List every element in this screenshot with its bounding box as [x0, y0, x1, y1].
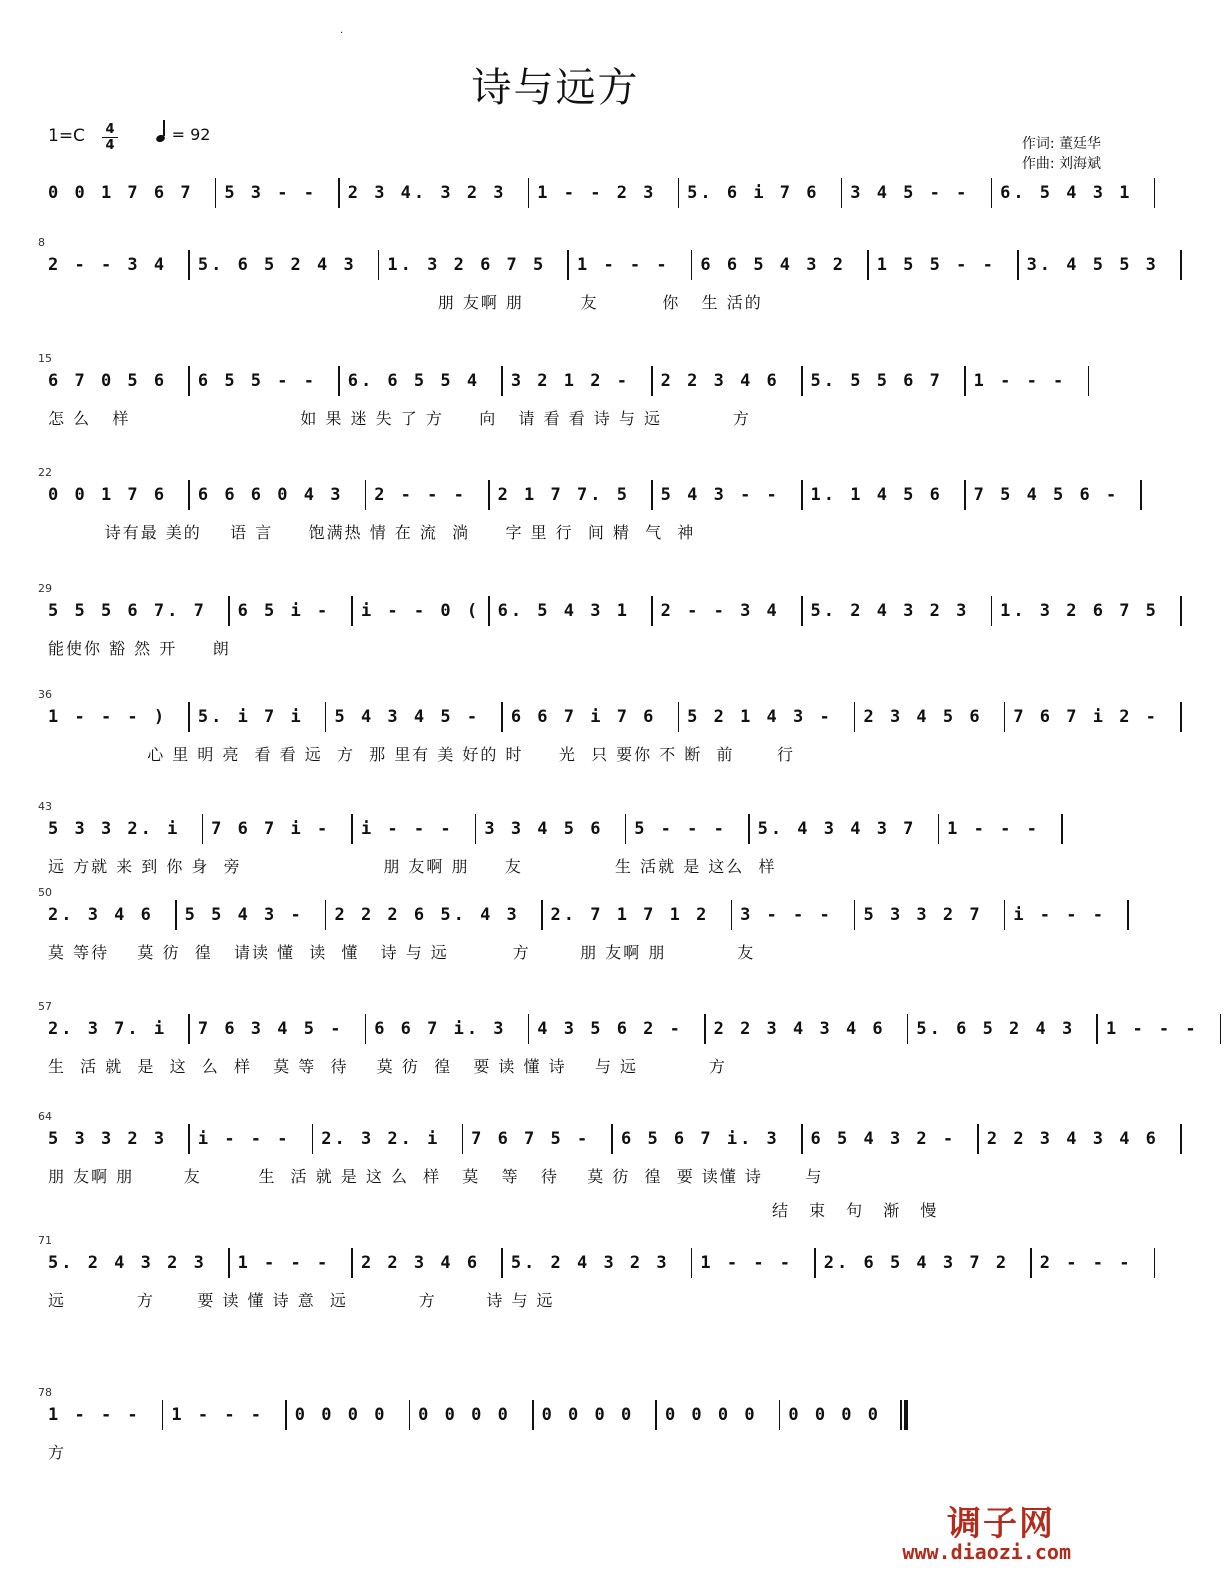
notation-line	[48, 702, 1173, 734]
barline	[938, 814, 940, 844]
song-title: 诗与远方	[471, 65, 640, 111]
notation-line	[48, 814, 1088, 846]
barline	[801, 366, 803, 396]
lyrics-line: 方	[48, 1443, 67, 1462]
barline	[188, 702, 190, 732]
barline	[1180, 702, 1182, 732]
measure: 2. 3 7. i	[48, 1019, 181, 1039]
measure: 1 - - -	[700, 1253, 807, 1273]
barline	[488, 596, 490, 626]
measure-number: 50	[38, 886, 52, 899]
stray-dot: ·	[340, 28, 344, 39]
lyrics-line: 远 方就 来 到 你 身 旁 朋 友啊 朋 友 生 活就 是 这么 样	[48, 857, 777, 876]
measure: 0 0 0 0	[418, 1405, 525, 1425]
barline	[964, 366, 966, 396]
measure: 5 5 5 6 7. 7	[48, 601, 221, 621]
barline	[1017, 250, 1019, 280]
measure: 5 4 3 4 5 -	[334, 707, 494, 727]
measure: 1 - - -	[576, 255, 683, 275]
barline	[854, 900, 856, 930]
barline	[162, 1400, 164, 1430]
measure: 2 2 3 4 3 4 6	[713, 1019, 899, 1039]
final-barline	[900, 1400, 902, 1430]
barline	[801, 1124, 803, 1154]
measure: 0 0 1 7 6	[48, 485, 181, 505]
barline	[285, 1400, 287, 1430]
barline	[567, 250, 569, 280]
measure: 2 - - -	[374, 485, 481, 505]
score-system	[0, 886, 1120, 996]
barline	[228, 596, 230, 626]
barline	[678, 702, 680, 732]
measure-number: 22	[38, 466, 52, 479]
notation-line	[48, 480, 1133, 512]
barline	[964, 480, 966, 510]
barline	[532, 1400, 534, 1430]
measure: 5 3 3 2. i	[48, 819, 194, 839]
measure: 5. 6 5 2 4 3	[197, 255, 370, 275]
meter-top: 4	[105, 122, 115, 137]
measure: 1 - - - )	[48, 707, 181, 727]
measure: 6. 5 4 3 1	[1000, 183, 1146, 203]
measure: 5. 2 4 3 2 3	[810, 601, 983, 621]
score-system	[0, 582, 1173, 692]
barline	[1220, 1014, 1222, 1044]
barline	[1180, 596, 1182, 626]
barline	[691, 1248, 693, 1278]
measure-number: 29	[38, 582, 52, 595]
measure: 6 5 6 7 i. 3	[620, 1129, 794, 1149]
measure: 2 2 3 4 6	[660, 371, 794, 391]
measure-number: 8	[38, 236, 45, 249]
barline	[611, 1124, 613, 1154]
measure: 5 - - -	[634, 819, 741, 839]
barline	[1127, 900, 1129, 930]
measure: 0 0 0 0	[541, 1405, 648, 1425]
key-signature: 1=C	[48, 126, 85, 146]
barline	[188, 480, 190, 510]
final-barline-thick	[904, 1400, 908, 1430]
notation-line	[48, 1124, 1173, 1156]
measure: 2 - - 3 4	[48, 255, 181, 275]
barline	[325, 702, 327, 732]
measure: 1. 3 2 6 7 5	[387, 255, 560, 275]
barline	[365, 1014, 367, 1044]
barline	[338, 178, 340, 208]
barline	[338, 366, 340, 396]
measure: 5 3 3 2 3	[48, 1129, 181, 1149]
barline	[188, 250, 190, 280]
barline	[651, 366, 653, 396]
barline	[801, 480, 803, 510]
barline	[202, 814, 204, 844]
barline	[655, 1400, 657, 1430]
measure-number: 36	[38, 688, 52, 701]
measure: 6 6 7 i 7 6	[510, 707, 670, 727]
lyrics-line: 朋 友啊 朋 友 你 生 活的	[48, 293, 763, 312]
barline	[462, 1124, 464, 1154]
barline	[409, 1400, 411, 1430]
measure: 3 2 1 2 -	[510, 371, 644, 391]
tempo-value: = 92	[171, 125, 211, 144]
barline	[1140, 480, 1142, 510]
measure: 6 6 7 i. 3	[374, 1019, 520, 1039]
measure: 1. 1 4 5 6	[810, 485, 957, 505]
measure: 2 2 2 6 5. 4 3	[334, 905, 534, 925]
score-system	[0, 1201, 1146, 1344]
measure: 1 - - -	[947, 819, 1054, 839]
measure: 2. 6 5 4 3 7 2	[823, 1253, 1023, 1273]
measure-number: 64	[38, 1110, 52, 1123]
barline	[501, 1248, 503, 1278]
barline	[651, 480, 653, 510]
notation-line	[48, 1248, 1146, 1280]
notation-line	[48, 596, 1173, 628]
measure: 0 0 0 0	[664, 1405, 771, 1425]
measure-number: 78	[38, 1386, 52, 1399]
notation-line	[48, 250, 1173, 282]
barline	[678, 178, 680, 208]
barline	[351, 596, 353, 626]
barline	[907, 1014, 909, 1044]
measure: 6. 6 5 5 4	[347, 371, 494, 391]
meter-bottom: 4	[102, 137, 118, 153]
lyrics-line: 生 活 就 是 这 么 样 莫 等 待 莫 彷 徨 要 读 懂 诗 与 远 方	[48, 1057, 727, 1076]
barline	[814, 1248, 816, 1278]
lyrics-line: 怎 么 样 如 果 迷 失 了 方 向 请 看 看 诗 与 远 方	[48, 409, 751, 428]
measure: 2. 7 1 7 1 2	[550, 905, 723, 925]
measure: 5. i 7 i	[197, 707, 317, 727]
measure: 1. 3 2 6 7 5	[1000, 601, 1173, 621]
barline	[1096, 1014, 1098, 1044]
barline	[1154, 1248, 1156, 1278]
measure: 0 0 1 7 6 7	[48, 183, 207, 203]
barline	[731, 900, 733, 930]
score-system	[0, 236, 1173, 346]
measure: 2. 3 4 6	[48, 905, 168, 925]
measure: 5. 2 4 3 2 3	[510, 1253, 683, 1273]
barline	[841, 178, 843, 208]
barline	[1030, 1248, 1032, 1278]
barline	[779, 1400, 781, 1430]
measure: 2 1 7 7. 5	[497, 485, 644, 505]
measure-number: 71	[38, 1234, 52, 1247]
measure: i - - -	[197, 1129, 304, 1149]
measure: 6 6 5 4 3 2	[700, 255, 860, 275]
lyrics-line: 远 方 要 读 懂 诗 意 远 方 诗 与 远	[48, 1291, 555, 1310]
barline	[1004, 900, 1006, 930]
notation-line	[48, 178, 1146, 210]
composer: 作曲: 刘海斌	[1021, 156, 1101, 172]
barline	[704, 1014, 706, 1044]
measure: 2 2 3 4 3 4 6	[986, 1129, 1173, 1149]
measure: 2 3 4 5 6	[863, 707, 996, 727]
measure: 3 3 4 5 6	[484, 819, 617, 839]
score-system	[0, 688, 1173, 798]
measure: i - - -	[1013, 905, 1120, 925]
barline	[748, 814, 750, 844]
barline	[475, 814, 477, 844]
measure: 5. 5 5 6 7	[810, 371, 957, 391]
barline	[541, 900, 543, 930]
measure: i - - 0 (	[360, 601, 481, 621]
credits	[1022, 134, 1101, 174]
barline	[528, 178, 530, 208]
notation-line	[48, 1014, 1212, 1046]
barline	[691, 250, 693, 280]
measure: 5 5 4 3 -	[184, 905, 317, 925]
barline	[175, 900, 177, 930]
barline	[188, 1124, 190, 1154]
notation-line	[48, 366, 1088, 398]
measure: 2 - - -	[1039, 1253, 1146, 1273]
measure: 5 3 - -	[224, 183, 331, 203]
barline	[188, 1014, 190, 1044]
measure: 1 5 5 - -	[876, 255, 1010, 275]
measure: i - - -	[360, 819, 467, 839]
measure: 2. 3 2. i	[321, 1129, 454, 1149]
lyrics-line: 朋 友啊 朋 友 生 活 就 是 这 么 样 莫 等 待 莫 彷 徨 要 读懂 诗 与	[48, 1167, 824, 1186]
measure: 0 0 0 0	[294, 1405, 401, 1425]
barline	[867, 250, 869, 280]
measure: 7 6 7 5 -	[471, 1129, 604, 1149]
measure: 5. 6 5 2 4 3	[916, 1019, 1089, 1039]
barline	[625, 814, 627, 844]
measure-number: 43	[38, 800, 52, 813]
barline	[312, 1124, 314, 1154]
barline	[365, 480, 367, 510]
measure: 3 - - -	[740, 905, 846, 925]
barline	[378, 250, 380, 280]
measure: 5 2 1 4 3 -	[687, 707, 846, 727]
note-stem-icon	[163, 120, 165, 136]
lyrics-line: 能使你 豁 然 开 朗	[48, 639, 231, 658]
notation-line	[48, 1400, 1088, 1432]
score-system	[0, 1000, 1212, 1110]
barline	[188, 366, 190, 396]
barline	[1154, 178, 1156, 208]
barline	[651, 596, 653, 626]
measure: 7 5 4 5 6 -	[973, 485, 1133, 505]
lyrics-line: 心 里 明 亮 看 看 远 方 那 里有 美 好的 时 光 只 要你 不 断 前 行	[48, 745, 796, 764]
measure: 2 3 4. 3 2 3	[347, 183, 520, 203]
barline	[1088, 366, 1090, 396]
measure: 3 4 5 - -	[850, 183, 983, 203]
measure: 1 - - 2 3	[537, 183, 670, 203]
barline	[528, 1014, 530, 1044]
barline	[977, 1124, 979, 1154]
measure: 5. 2 4 3 2 3	[48, 1253, 221, 1273]
measure: 6 7 0 5 6	[48, 371, 181, 391]
measure: 7 6 7 i 2 -	[1013, 707, 1173, 727]
barline	[501, 366, 503, 396]
measure: 1 - - -	[171, 1405, 278, 1425]
barline	[215, 178, 217, 208]
notation-line	[48, 900, 1120, 932]
measure: 1 - - -	[48, 1405, 154, 1425]
barline	[351, 814, 353, 844]
measure: 6 5 5 - -	[197, 371, 331, 391]
measure: 1 - - -	[1105, 1019, 1212, 1039]
measure-number: 15	[38, 352, 52, 365]
site-url: www.diaozi.com	[902, 1540, 1071, 1564]
tempo-marking	[156, 124, 210, 144]
measure: 6. 5 4 3 1	[497, 601, 644, 621]
score-system	[0, 466, 1133, 576]
lyrics-line: 诗有最 美的 语 言 饱满热 情 在 流 淌 字 里 行 间 精 气 神	[48, 523, 696, 542]
barline	[325, 900, 327, 930]
measure: 5. 4 3 4 3 7	[757, 819, 930, 839]
measure: 2 - - 3 4	[660, 601, 794, 621]
barline	[1180, 250, 1182, 280]
barline	[801, 596, 803, 626]
barline	[501, 702, 503, 732]
barline	[1004, 702, 1006, 732]
measure: 6 5 4 3 2 -	[810, 1129, 970, 1149]
barline	[351, 1248, 353, 1278]
barline	[1061, 814, 1063, 844]
barline	[488, 480, 490, 510]
measure: 7 6 7 i -	[211, 819, 344, 839]
measure: 6 6 6 0 4 3	[197, 485, 357, 505]
measure: 5 4 3 - -	[660, 485, 794, 505]
lyrics-line: 莫 等待 莫 彷 徨 请读 懂 读 懂 诗 与 远 方 朋 友啊 朋 友	[48, 943, 756, 962]
barline	[228, 1248, 230, 1278]
measure: 5. 6 i 7 6	[687, 183, 833, 203]
score-system	[0, 1386, 1111, 1496]
measure: 5 3 3 2 7	[863, 905, 996, 925]
measure: 0 0 0 0	[788, 1405, 895, 1425]
barline	[1180, 1124, 1182, 1154]
barline	[991, 596, 993, 626]
barline	[991, 178, 993, 208]
measure: 6 5 i -	[237, 601, 344, 621]
measure: 1 - - -	[973, 371, 1080, 391]
measure: 1 - - -	[237, 1253, 344, 1273]
barline	[854, 702, 856, 732]
measure: 4 3 5 6 2 -	[537, 1019, 697, 1039]
performance-direction: 结 束 句 渐 慢	[772, 1201, 945, 1220]
measure: 7 6 3 4 5 -	[197, 1019, 357, 1039]
lyricist: 作词: 董廷华	[1021, 136, 1101, 152]
measure-number: 57	[38, 1000, 52, 1013]
measure: 3. 4 5 5 3	[1026, 255, 1173, 275]
site-logo: 调子网	[947, 1504, 1055, 1544]
score-system	[0, 352, 1111, 462]
measure: 2 2 3 4 6	[360, 1253, 494, 1273]
time-signature	[102, 122, 118, 153]
